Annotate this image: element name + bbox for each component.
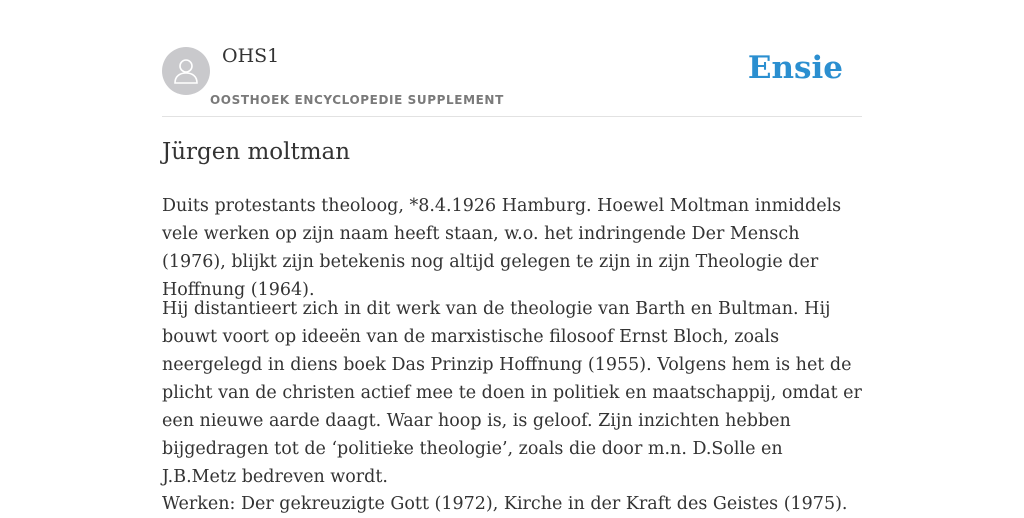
avatar[interactable] bbox=[162, 47, 210, 95]
article-paragraph: Duits protestants theoloog, *8.4.1926 Hamburg. Hoewel Moltman inmiddels vele werken op zijn naam heeft staan, w.o. het indringende Der Mensch (1976), blijkt zijn betekenis nog altijd gelegen te zijn in zijn Theologie der Hoffnung (1964). bbox=[162, 196, 842, 300]
ensie-logo[interactable]: Ensie bbox=[747, 50, 843, 86]
article-header bbox=[162, 0, 862, 117]
article-paragraph: Hij distantieert zich in dit werk van de theologie van Barth en Bultman. Hij bouwt voort op ideeën van de marxistische filosoof Ernst Bloch, zoals neergelegd in diens boek Das Prinzip Hoffnung (1955). Volgens hem is het de plicht van de christen actief mee te doen in politiek en maatschappij, omdat er een nieuwe aarde daagt. Waar hoop is, is geloof. Zijn inzichten hebben bijgedragen tot de ‘politieke theologie’, zoals die door m.n. D.Solle en J.B.Metz bedreven wordt. bbox=[162, 299, 862, 487]
article-title: Jürgen moltman bbox=[162, 139, 351, 165]
article-page bbox=[162, 0, 862, 514]
author-name[interactable]: OHS1 bbox=[222, 45, 280, 67]
article-paragraph: Werken: Der gekreuzigte Gott (1972), Kirche in der Kraft des Geistes (1975). bbox=[162, 494, 848, 514]
source-label[interactable]: OOSTHOEK ENCYCLOPEDIE SUPPLEMENT bbox=[210, 93, 504, 107]
user-icon bbox=[171, 56, 201, 86]
